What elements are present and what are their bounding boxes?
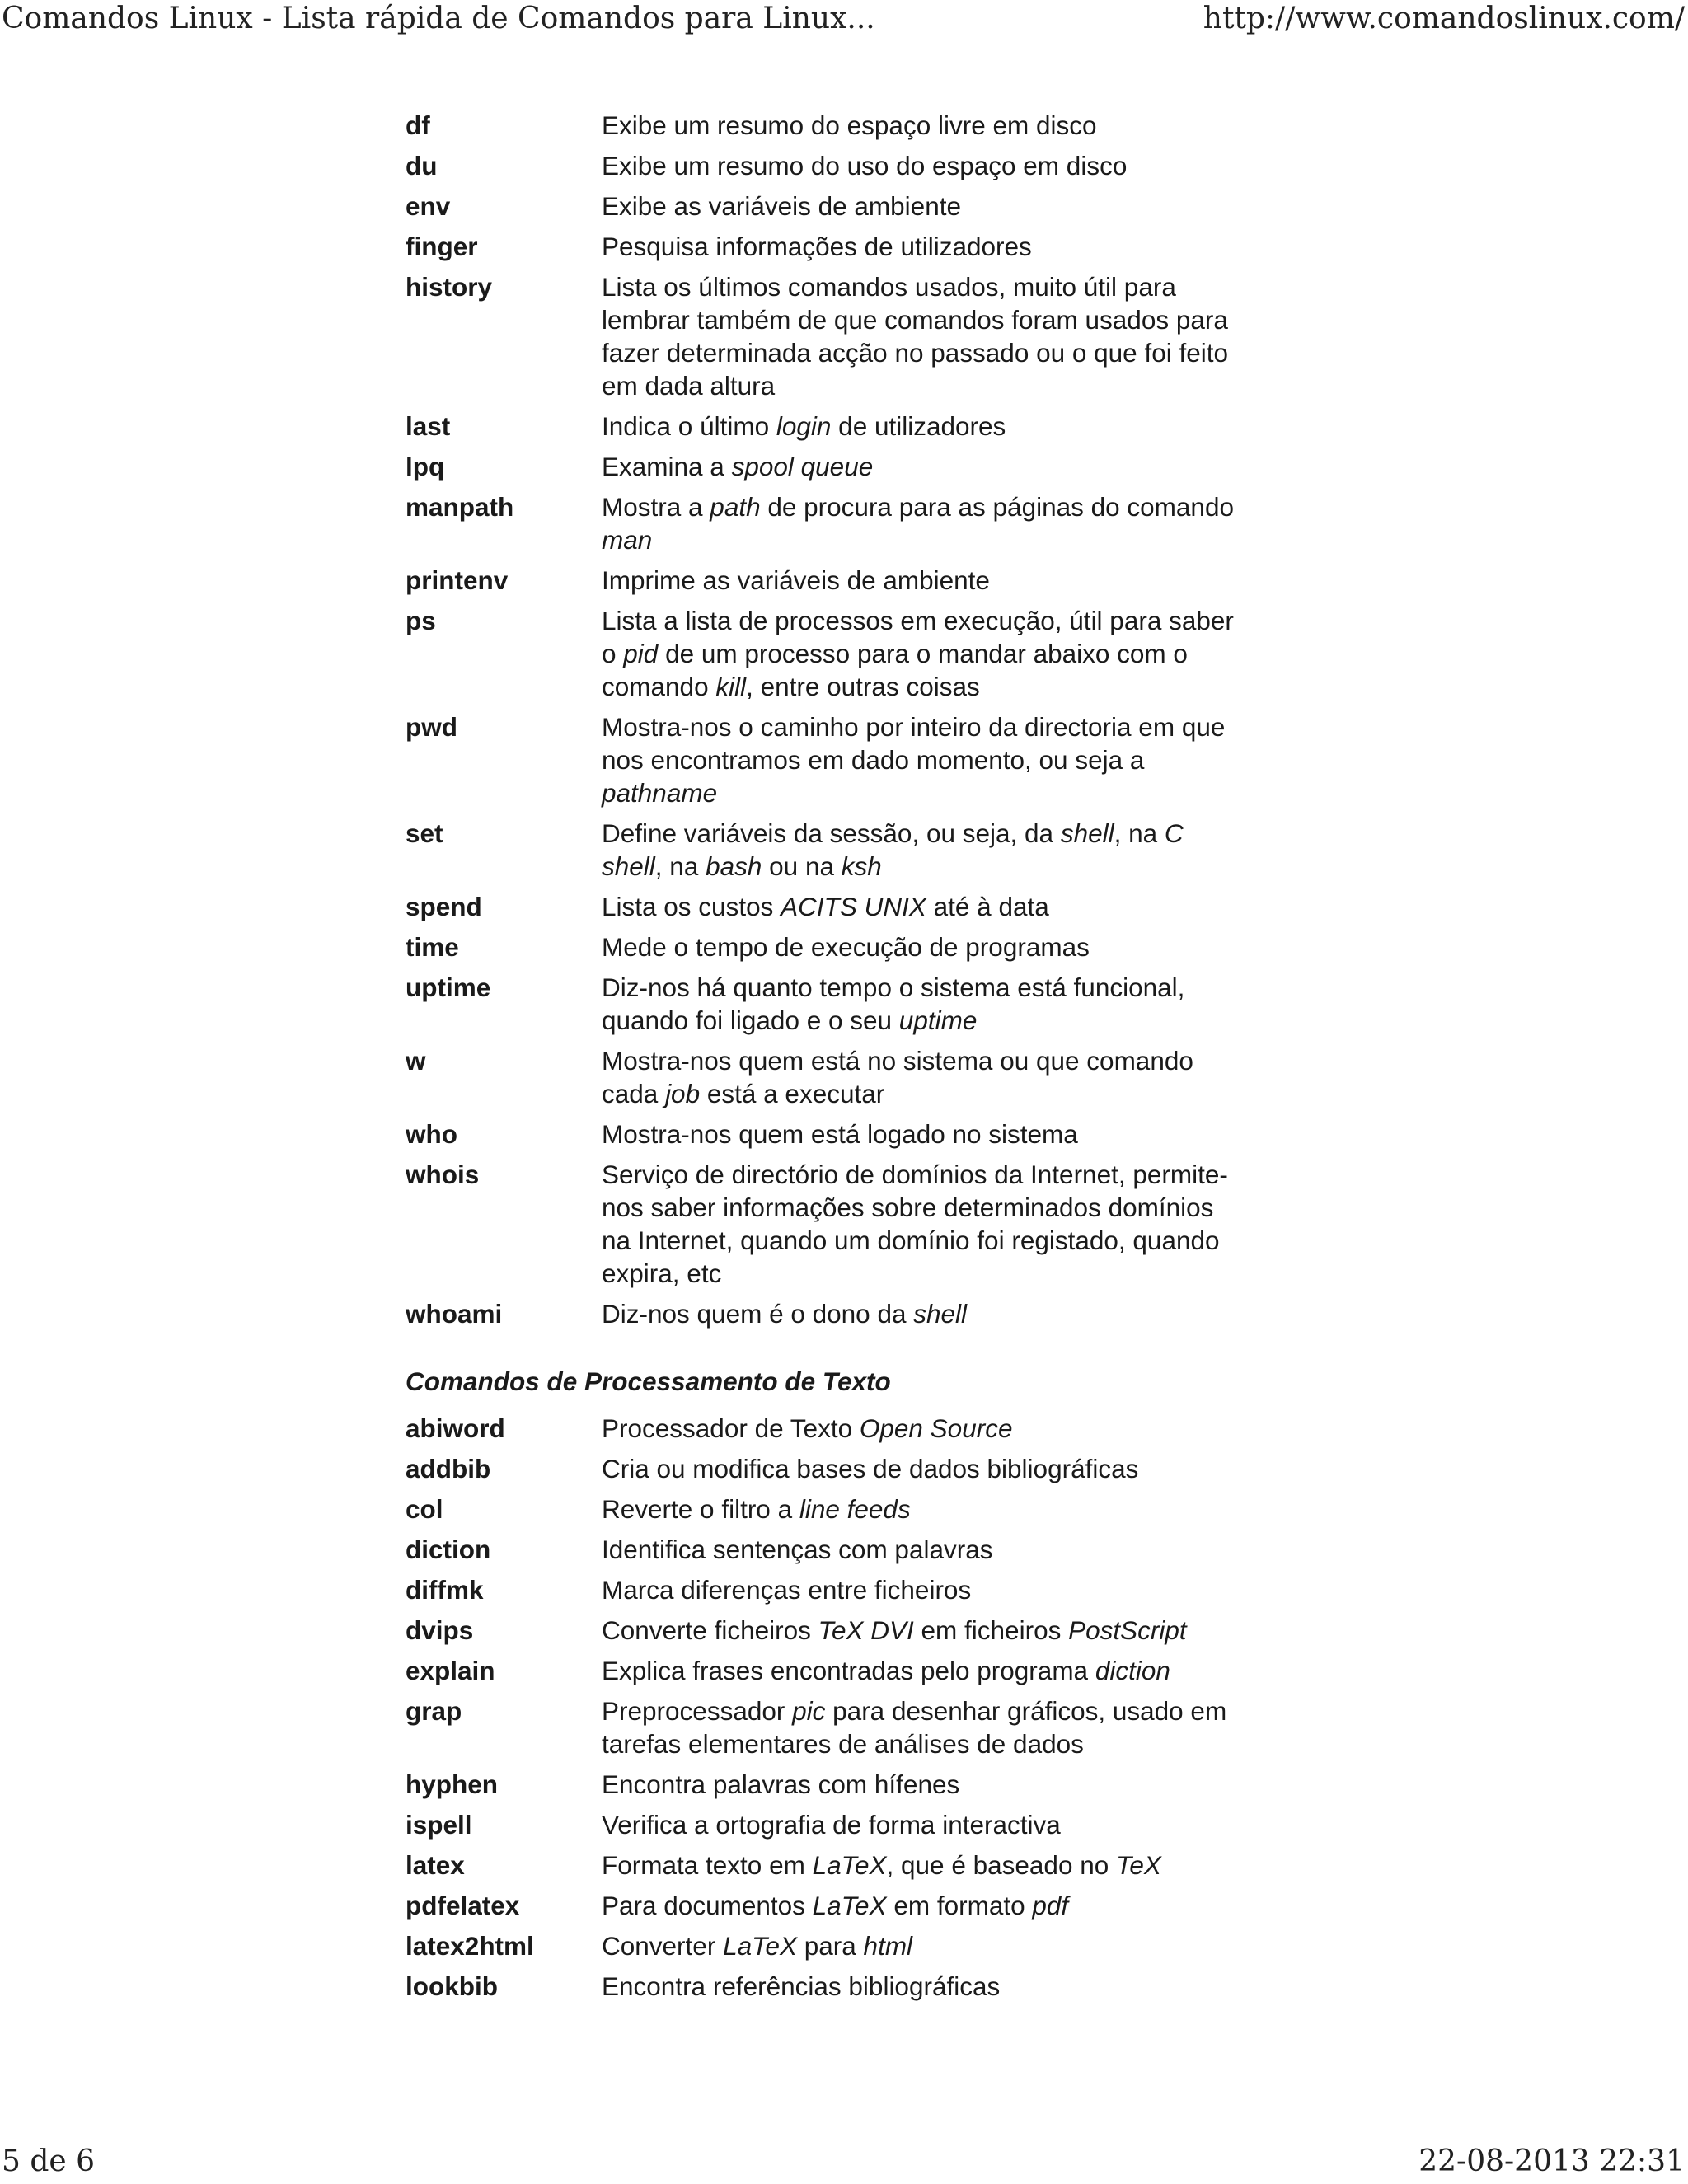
description-italic-term: Open Source	[859, 1413, 1013, 1443]
commands-table-text-processing-body	[406, 1412, 1246, 2010]
description-italic-term: LaTeX	[723, 1931, 797, 1961]
command-row	[406, 1970, 1246, 2010]
command-name: last	[406, 411, 451, 441]
description-text: Converte ficheiros	[602, 1615, 818, 1645]
description-italic-term: login	[776, 411, 832, 441]
command-name: latex2html	[406, 1931, 534, 1961]
description-text: , na	[1114, 818, 1165, 848]
command-description	[602, 1849, 1246, 1889]
command-description	[602, 190, 1246, 230]
commands-table-text-processing	[406, 1412, 1246, 2010]
description-text: Processador de Texto	[602, 1413, 860, 1443]
command-name: pdfelatex	[406, 1891, 520, 1920]
command-row	[406, 1297, 1246, 1338]
command-row	[406, 1452, 1246, 1493]
command-name: grap	[406, 1696, 462, 1726]
description-text: Mede o tempo de execução de programas	[602, 932, 1090, 962]
description-text: Examina a	[602, 452, 732, 481]
command-name: whois	[406, 1160, 480, 1189]
description-italic-term: html	[863, 1931, 913, 1961]
description-text: Verifica a ortografia de forma interactiva	[602, 1810, 1061, 1840]
description-text: Lista os últimos comandos usados, muito útil para lembrar também de que comandos foram usados para fazer determinada acção no passado ou o que foi feito em dada altura	[602, 272, 1229, 401]
description-text: Exibe as variáveis de ambiente	[602, 191, 961, 221]
command-row	[406, 1929, 1246, 1970]
command-row	[406, 1694, 1246, 1768]
description-text: em ficheiros	[913, 1615, 1069, 1645]
description-text: Mostra a	[602, 492, 710, 522]
description-text: de um processo para o mandar abaixo com o comando	[602, 639, 1188, 701]
page-title: Comandos Linux - Lista rápida de Comandos para Linux...	[2, 2, 875, 35]
command-name: addbib	[406, 1454, 491, 1483]
command-row	[406, 1412, 1246, 1452]
description-text: Formata texto em	[602, 1850, 813, 1880]
command-row	[406, 564, 1246, 604]
command-row	[406, 1493, 1246, 1533]
command-description	[602, 1118, 1246, 1158]
description-text: , que é baseado no	[886, 1850, 1117, 1880]
command-description	[602, 270, 1246, 410]
command-name: ps	[406, 606, 436, 635]
description-italic-term: spool queue	[731, 452, 874, 481]
command-description	[602, 1297, 1246, 1338]
description-text: , entre outras coisas	[746, 672, 980, 701]
description-text: Identifica sentenças com palavras	[602, 1535, 993, 1564]
description-text: de procura para as páginas do comando	[760, 492, 1234, 522]
command-description	[602, 1929, 1246, 1970]
command-description	[602, 1044, 1246, 1118]
description-text: Encontra palavras com hífenes	[602, 1769, 960, 1799]
command-name: ispell	[406, 1810, 472, 1840]
description-text: Lista os custos	[602, 892, 781, 921]
description-text: para	[796, 1931, 864, 1961]
command-row	[406, 1118, 1246, 1158]
main-content	[406, 109, 1246, 2010]
description-text: Serviço de directório de domínios da Internet, permite-nos saber informações sobre determinados domínios na Internet, quando um domínio foi registado, quando expira, etc	[602, 1160, 1228, 1288]
description-text: está a executar	[700, 1079, 885, 1108]
description-text: Indica o último	[602, 411, 776, 441]
command-description	[602, 149, 1246, 190]
description-italic-term: ksh	[841, 851, 882, 881]
description-italic-term: LaTeX	[812, 1891, 887, 1920]
description-text: Exibe um resumo do espaço livre em disco	[602, 110, 1097, 140]
command-row	[406, 604, 1246, 710]
command-row	[406, 1889, 1246, 1929]
command-name: printenv	[406, 565, 509, 595]
description-text: Mostra-nos o caminho por inteiro da directoria em que nos encontramos em dado momento, ou seja a	[602, 712, 1226, 775]
description-text: Cria ou modifica bases de dados bibliográficas	[602, 1454, 1139, 1483]
command-row	[406, 1808, 1246, 1849]
commands-table-system-body	[406, 109, 1246, 1338]
description-text: Reverte o filtro a	[602, 1494, 799, 1524]
description-italic-term: kill	[715, 672, 747, 701]
command-name: hyphen	[406, 1769, 499, 1799]
command-row	[406, 109, 1246, 149]
print-datetime: 22-08-2013 22:31	[1418, 2144, 1685, 2178]
command-name: manpath	[406, 492, 514, 522]
command-description	[602, 604, 1246, 710]
command-description	[602, 109, 1246, 149]
description-italic-term: diction	[1095, 1656, 1170, 1685]
command-description	[602, 1412, 1246, 1452]
description-italic-term: line feeds	[799, 1494, 911, 1524]
command-row	[406, 1654, 1246, 1694]
description-italic-term: pic	[792, 1696, 826, 1726]
command-name: lookbib	[406, 1971, 498, 2001]
description-text: Pesquisa informações de utilizadores	[602, 232, 1032, 261]
command-name: lpq	[406, 452, 445, 481]
description-text: Exibe um resumo do uso do espaço em disco	[602, 151, 1128, 180]
command-name: time	[406, 932, 459, 962]
command-description	[602, 450, 1246, 490]
page-url: http://www.comandoslinux.com/	[1203, 2, 1685, 35]
description-italic-term: uptime	[898, 1005, 978, 1035]
command-description	[602, 1493, 1246, 1533]
command-row	[406, 1158, 1246, 1297]
command-row	[406, 270, 1246, 410]
command-name: explain	[406, 1656, 495, 1685]
description-text: Encontra referências bibliográficas	[602, 1971, 1001, 2001]
description-italic-term: LaTeX	[812, 1850, 887, 1880]
description-text: Lista a lista de processos em execução, útil para saber o	[602, 606, 1234, 668]
command-description	[602, 1452, 1246, 1493]
description-text: Mostra-nos quem está no sistema ou que comando cada	[602, 1046, 1193, 1108]
page-footer	[0, 2143, 1688, 2181]
command-row	[406, 971, 1246, 1044]
command-row	[406, 149, 1246, 190]
command-name: history	[406, 272, 493, 302]
command-row	[406, 1044, 1246, 1118]
description-text: , na	[654, 851, 706, 881]
description-text: de utilizadores	[831, 411, 1006, 441]
description-text: Converter	[602, 1931, 724, 1961]
description-italic-term: pid	[623, 639, 659, 668]
command-name: col	[406, 1494, 443, 1524]
command-name: du	[406, 151, 438, 180]
command-row	[406, 490, 1246, 564]
description-italic-term: ACITS UNIX	[781, 892, 926, 921]
command-description	[602, 1694, 1246, 1768]
description-italic-term: bash	[706, 851, 762, 881]
description-text: em formato	[886, 1891, 1033, 1920]
command-description	[602, 710, 1246, 817]
command-description	[602, 490, 1246, 564]
command-description	[602, 890, 1246, 930]
command-name: diffmk	[406, 1575, 484, 1605]
command-description	[602, 1573, 1246, 1614]
description-italic-term: job	[665, 1079, 701, 1108]
description-text: ou na	[762, 851, 842, 881]
description-text: Preprocessador	[602, 1696, 793, 1726]
command-name: whoami	[406, 1299, 503, 1329]
command-description	[602, 410, 1246, 450]
command-description	[602, 930, 1246, 971]
command-description	[602, 971, 1246, 1044]
command-name: pwd	[406, 712, 457, 742]
description-italic-term: shell	[913, 1299, 968, 1329]
command-row	[406, 1768, 1246, 1808]
command-description	[602, 1970, 1246, 2010]
command-name: who	[406, 1119, 457, 1149]
description-italic-term: man	[602, 525, 653, 555]
command-name: w	[406, 1046, 426, 1076]
description-italic-term: TeX DVI	[818, 1615, 914, 1645]
command-name: env	[406, 191, 451, 221]
command-name: abiword	[406, 1413, 505, 1443]
command-description	[602, 230, 1246, 270]
command-name: dvips	[406, 1615, 474, 1645]
description-text: Diz-nos quem é o dono da	[602, 1299, 914, 1329]
description-text: Diz-nos há quanto tempo o sistema está funcional, quando foi ligado e o seu	[602, 972, 1185, 1035]
description-italic-term: TeX	[1116, 1850, 1161, 1880]
description-italic-term: shell	[1060, 818, 1114, 848]
description-text: Marca diferenças entre ficheiros	[602, 1575, 972, 1605]
command-description	[602, 1768, 1246, 1808]
command-row	[406, 1849, 1246, 1889]
command-description	[602, 1889, 1246, 1929]
command-name: finger	[406, 232, 478, 261]
command-name: df	[406, 110, 430, 140]
description-text: até à data	[926, 892, 1049, 921]
page-number: 5 de 6	[2, 2144, 96, 2178]
page-header	[0, 0, 1688, 38]
command-description	[602, 1614, 1246, 1654]
command-row	[406, 410, 1246, 450]
description-text: Define variáveis da sessão, ou seja, da	[602, 818, 1061, 848]
command-row	[406, 1573, 1246, 1614]
description-italic-term: pdf	[1032, 1891, 1069, 1920]
command-row	[406, 450, 1246, 490]
command-name: spend	[406, 892, 482, 921]
command-description	[602, 1533, 1246, 1573]
section-heading-text-processing: Comandos de Processamento de Texto	[406, 1366, 891, 1396]
description-text: Mostra-nos quem está logado no sistema	[602, 1119, 1078, 1149]
command-row	[406, 817, 1246, 890]
commands-table-system	[406, 109, 1246, 1338]
description-text: Para documentos	[602, 1891, 813, 1920]
description-text: Explica frases encontradas pelo programa	[602, 1656, 1095, 1685]
command-row	[406, 1533, 1246, 1573]
command-row	[406, 890, 1246, 930]
command-description	[602, 1808, 1246, 1849]
command-row	[406, 230, 1246, 270]
command-description	[602, 1158, 1246, 1297]
description-text: para desenhar gráficos, usado em tarefas elementares de análises de dados	[602, 1696, 1227, 1759]
command-name: set	[406, 818, 443, 848]
description-italic-term: PostScript	[1068, 1615, 1187, 1645]
command-name: latex	[406, 1850, 465, 1880]
command-row	[406, 190, 1246, 230]
command-row	[406, 710, 1246, 817]
command-description	[602, 817, 1246, 890]
command-name: uptime	[406, 972, 491, 1002]
description-italic-term: C shell	[602, 818, 1184, 881]
description-italic-term: pathname	[602, 778, 718, 808]
description-italic-term: path	[710, 492, 761, 522]
command-description	[602, 564, 1246, 604]
command-description	[602, 1654, 1246, 1694]
command-name: diction	[406, 1535, 491, 1564]
command-row	[406, 930, 1246, 971]
description-text: Imprime as variáveis de ambiente	[602, 565, 990, 595]
command-row	[406, 1614, 1246, 1654]
